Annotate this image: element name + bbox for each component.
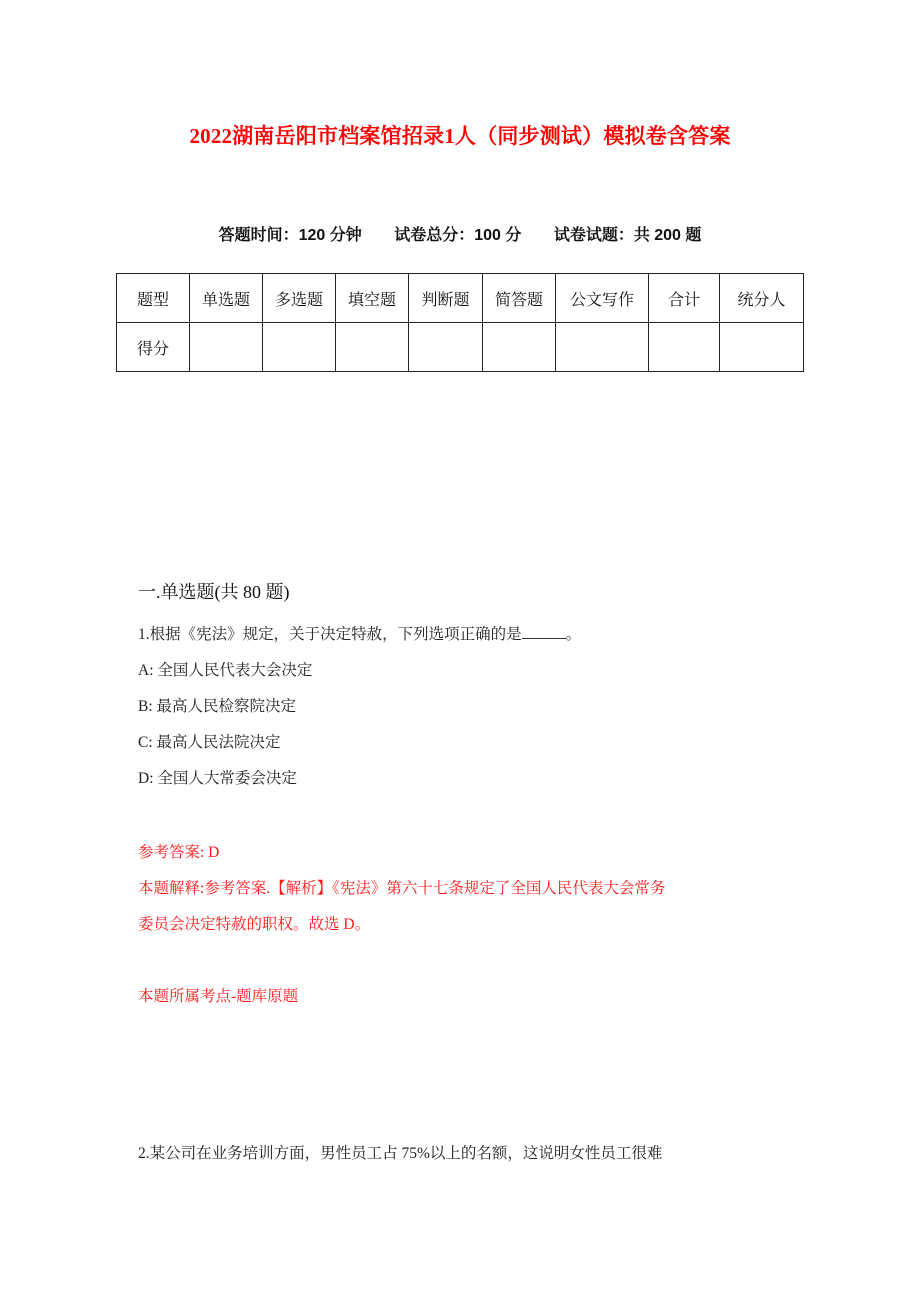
question-source: 本题所属考点-题库原题 (138, 988, 299, 1005)
header-cell: 公文写作 (556, 274, 649, 323)
score-cell[interactable] (556, 323, 649, 372)
header-cell: 简答题 (483, 274, 556, 323)
explanation-line-1: 本题解释:参考答案.【解析】《宪法》第六十七条规定了全国人民代表大会常务 (138, 880, 666, 897)
section-heading: 一.单选题(共 80 题) (138, 582, 290, 602)
question-2-stem: 2.某公司在业务培训方面，男性员工占 75%以上的名额，这说明女性员工很难 (138, 1145, 663, 1162)
score-cell[interactable] (720, 323, 804, 372)
exam-meta (0, 222, 920, 245)
row-label-cell: 得分 (117, 323, 190, 372)
header-cell: 统分人 (720, 274, 804, 323)
exam-total-questions: 试卷试题：共 200 题 (553, 227, 702, 244)
score-cell[interactable] (649, 323, 720, 372)
score-cell[interactable] (336, 323, 409, 372)
score-cell[interactable] (483, 323, 556, 372)
option-d: D: 全国人大常委会决定 (138, 770, 297, 787)
exam-time: 答题时间：120 分钟 (218, 227, 362, 244)
score-cell[interactable] (409, 323, 483, 372)
score-table-score-row (117, 323, 804, 372)
score-cell[interactable] (190, 323, 263, 372)
question-stem-text: 1.根据《宪法》规定，关于决定特赦，下列选项正确的是 (138, 626, 522, 643)
score-table-header-row (117, 274, 804, 323)
header-cell: 单选题 (190, 274, 263, 323)
header-cell: 判断题 (409, 274, 483, 323)
question-stem-end: 。 (565, 626, 582, 643)
score-table (116, 273, 804, 372)
score-cell[interactable] (263, 323, 336, 372)
question-1-stem (138, 622, 581, 644)
option-b: B: 最高人民检察院决定 (138, 698, 297, 715)
option-a: A: 全国人民代表大会决定 (138, 662, 313, 679)
header-cell: 题型 (117, 274, 190, 323)
reference-answer: 参考答案: D (138, 844, 220, 861)
header-cell: 多选题 (263, 274, 336, 323)
option-c: C: 最高人民法院决定 (138, 734, 281, 751)
explanation-line-2: 委员会决定特赦的职权。故选 D。 (138, 916, 371, 933)
document-title: 2022湖南岳阳市档案馆招录1人（同步测试）模拟卷含答案 (189, 124, 731, 148)
answer-blank (522, 624, 566, 639)
header-cell: 填空题 (336, 274, 409, 323)
header-cell: 合计 (649, 274, 720, 323)
exam-total-score: 试卷总分：100 分 (394, 227, 522, 244)
